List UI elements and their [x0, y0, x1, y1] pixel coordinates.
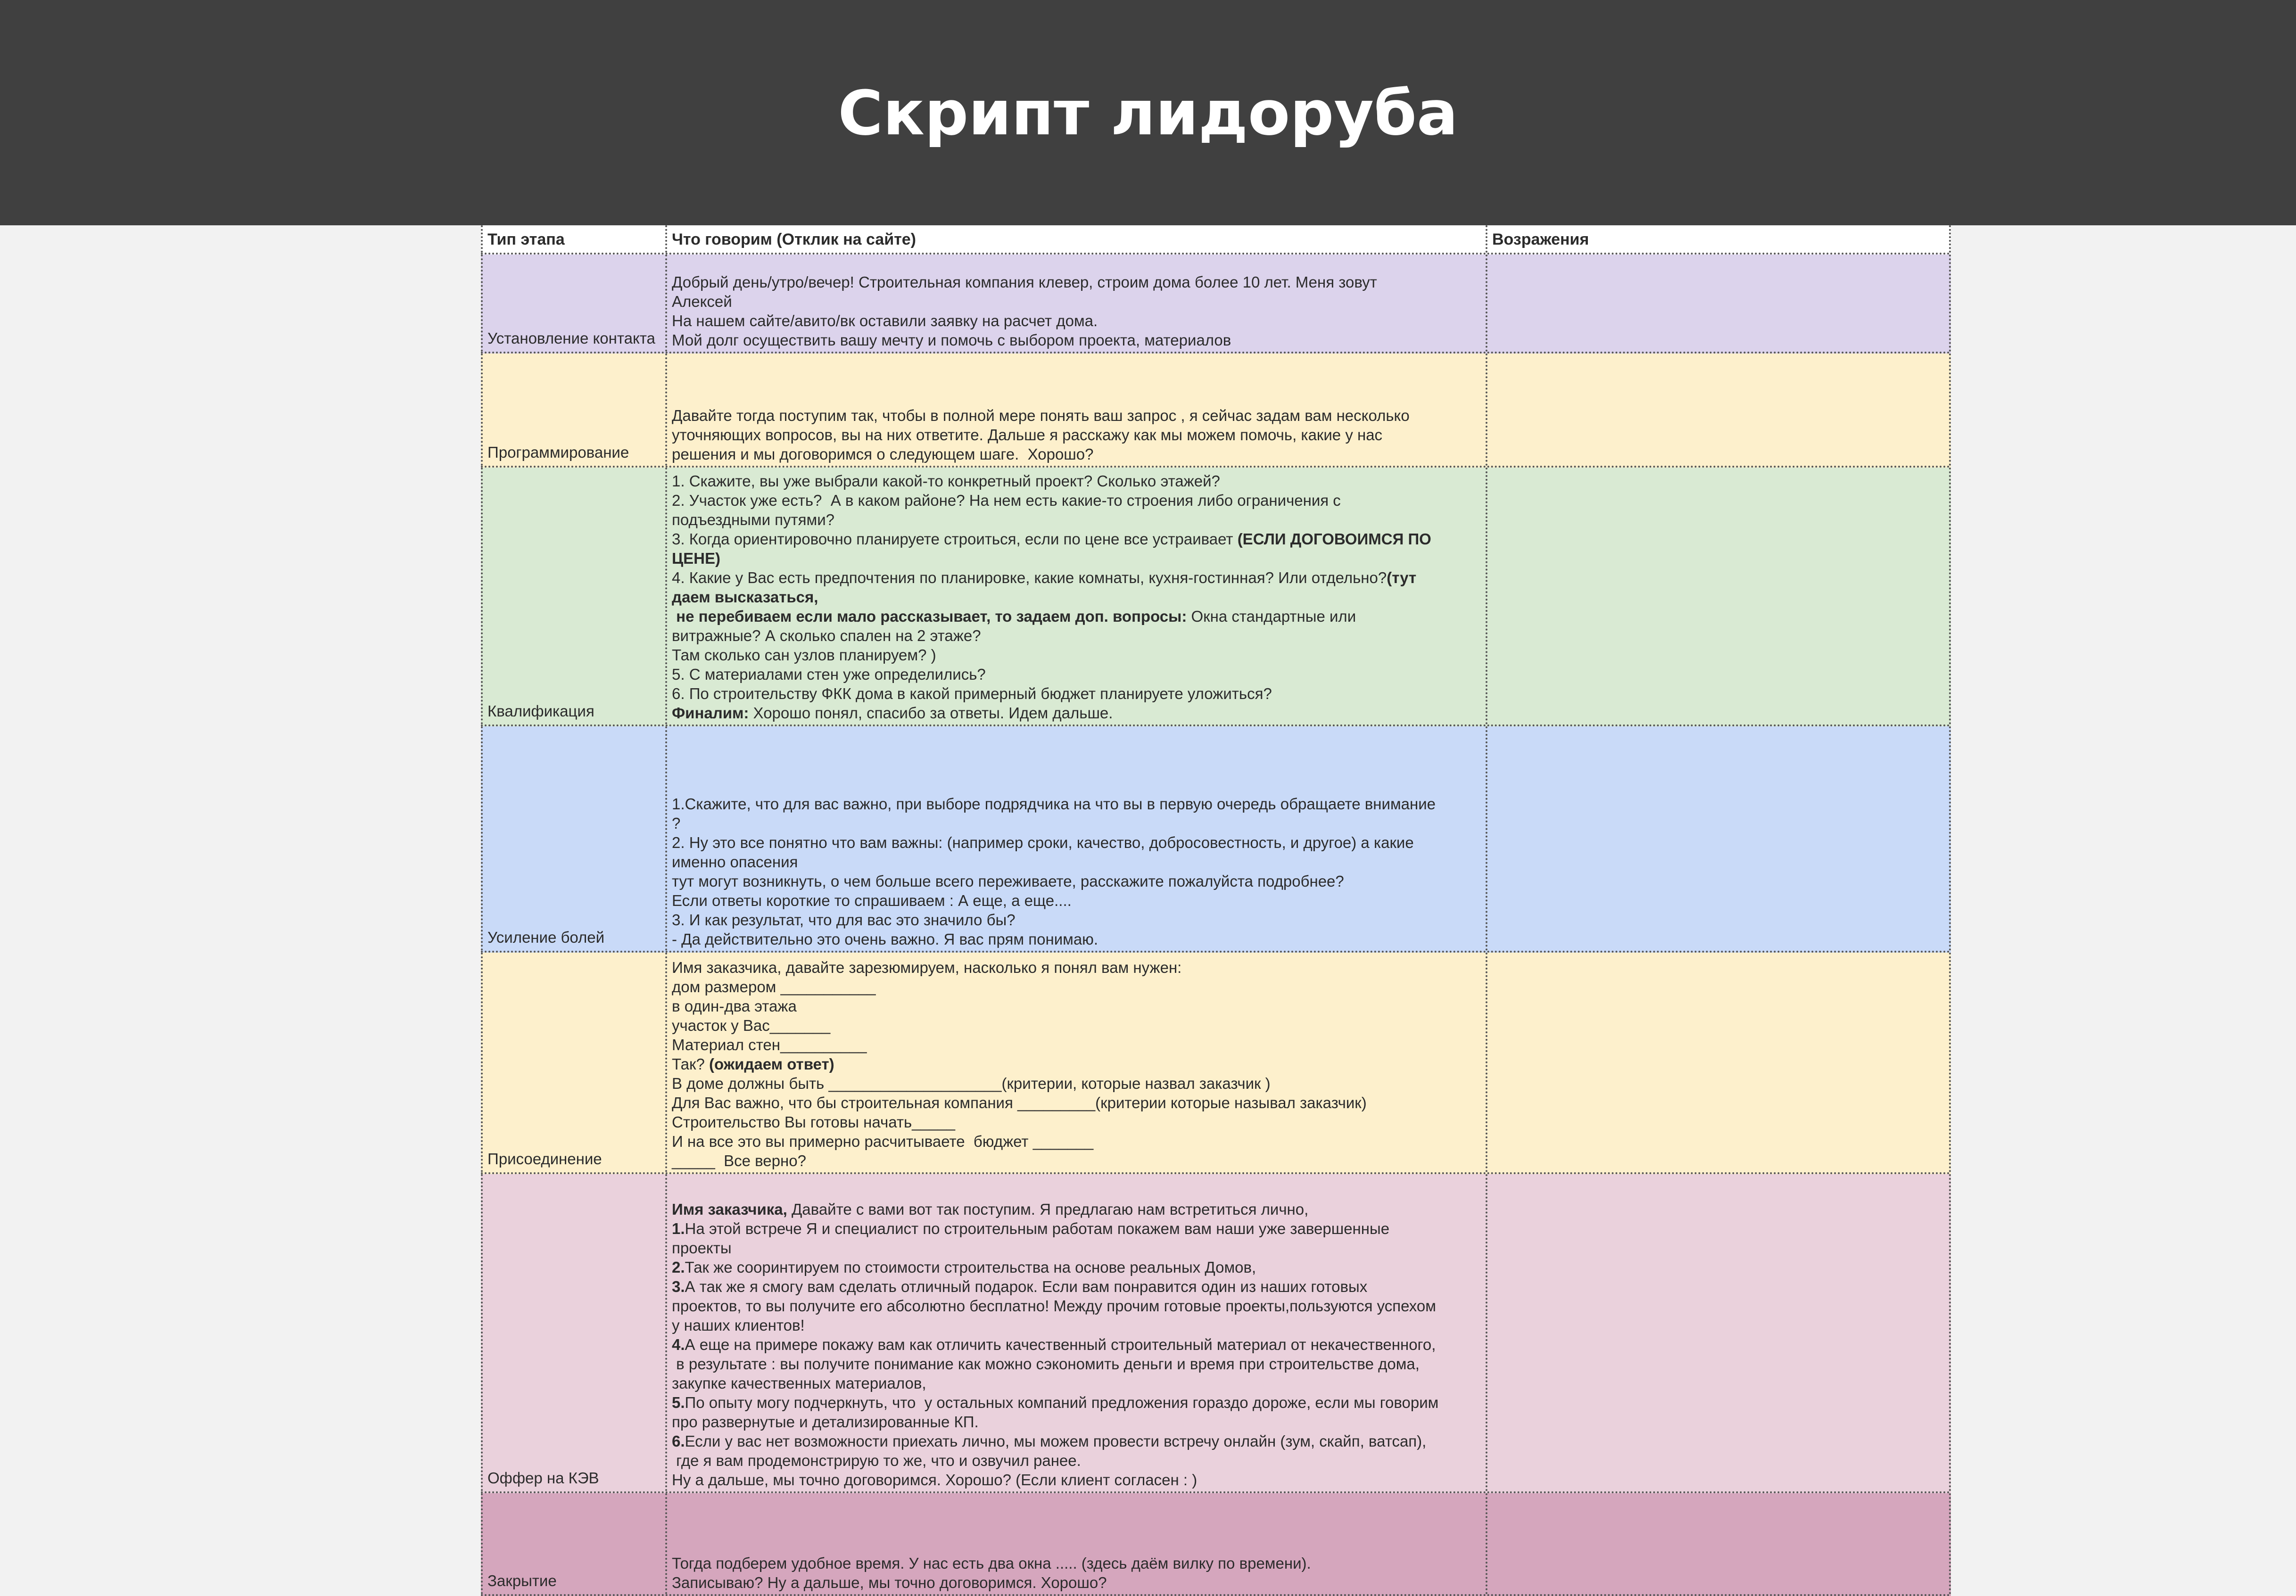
script-line — [672, 872, 1483, 891]
stage-objections — [1487, 953, 1951, 1172]
script-line — [672, 568, 1483, 587]
script-line — [672, 703, 1483, 723]
script-text: Хорошо понял, спасибо за ответы. Идем дальше. — [749, 704, 1113, 722]
stage-script — [667, 1493, 1487, 1594]
script-text: даем высказаться, — [672, 588, 818, 606]
script-text: Имя заказчика, — [672, 1201, 787, 1218]
script-text: Для Вас важно, что бы строительная компания _________(критерии которые называл заказчик) — [672, 1094, 1367, 1111]
script-text: 1. — [672, 1220, 685, 1237]
script-text: Так же сооринтируем по стоимости строительства на основе реальных Домов, — [685, 1259, 1256, 1276]
stage-name: Усиление болей — [481, 726, 667, 951]
script-text: проекты — [672, 1239, 732, 1257]
script-line — [672, 1277, 1483, 1296]
script-text: 4. Какие у Вас есть предпочтения по планировке, какие комнаты, кухня-гостинная? Или отдельно? — [672, 569, 1387, 586]
script-text: Так? — [672, 1055, 709, 1073]
script-line — [672, 292, 1483, 311]
script-line — [672, 1316, 1483, 1335]
script-line — [672, 1054, 1483, 1074]
script-text: 4. — [672, 1336, 685, 1353]
script-text: у наших клиентов! — [672, 1316, 805, 1334]
script-text: Записываю? Ну а дальше, мы точно договоримся. Хорошо? — [672, 1574, 1107, 1591]
script-text: На этой встрече Я и специалист по строительным работам покажем вам наши уже завершенные — [685, 1220, 1390, 1237]
script-text: (ожидаем ответ) — [709, 1055, 834, 1073]
stage-script — [667, 1174, 1487, 1491]
script-line — [672, 958, 1483, 977]
script-text: Окна стандартные или — [1187, 608, 1356, 625]
stage-name: Присоединение — [481, 953, 667, 1172]
script-line — [672, 491, 1483, 510]
script-text: 3. И как результат, что для вас это значило бы? — [672, 911, 1016, 929]
script-line — [672, 272, 1483, 292]
script-line — [672, 1374, 1483, 1393]
stage-name: Установление контакта — [481, 255, 667, 352]
script-text: 2. Участок уже есть? А в каком районе? На нем есть какие-то строения либо ограничения с — [672, 492, 1341, 509]
script-text: тут могут возникнуть, о чем больше всего переживаете, расскажите пожалуйста подробнее? — [672, 872, 1344, 890]
script-text: Материал стен__________ — [672, 1036, 867, 1053]
script-line — [672, 996, 1483, 1016]
script-line — [672, 425, 1483, 444]
stage-script — [667, 468, 1487, 724]
script-line — [672, 1238, 1483, 1258]
script-text: 2. Ну это все понятно что вам важны: (например сроки, качество, добросовестность, и другое) а какие — [672, 834, 1414, 851]
stage-name: Закрытие — [481, 1493, 667, 1594]
script-text: Если ответы короткие то спрашиваем : А еще, а еще.... — [672, 892, 1072, 909]
script-text: именно опасения — [672, 853, 798, 871]
stage-objections — [1487, 354, 1951, 466]
script-line — [672, 1470, 1483, 1489]
script-text: По опыту могу подчеркнуть, что у остальных компаний предложения гораздо дороже, если мы говорим — [685, 1394, 1439, 1411]
script-text: Давайте тогда поступим так, чтобы в полной мере понять ваш запрос , я сейчас задам вам несколько — [672, 407, 1410, 424]
script-line — [672, 684, 1483, 703]
stage-objections — [1487, 1493, 1951, 1594]
script-line — [672, 1451, 1483, 1470]
script-text: (ЕСЛИ ДОГОВОИМСЯ ПО — [1237, 530, 1431, 548]
stage-name: Квалификация — [481, 468, 667, 724]
script-text: - Да действительно это очень важно. Я вас прям понимаю. — [672, 930, 1098, 948]
stage-script — [667, 354, 1487, 466]
script-text: 1. Скажите, вы уже выбрали какой-то конкретный проект? Сколько этажей? — [672, 472, 1220, 490]
script-text: Имя заказчика, давайте зарезюмируем, насколько я понял вам нужен: — [672, 959, 1182, 976]
script-text: Ну а дальше, мы точно договоримся. Хорошо? (Если клиент согласен : ) — [672, 1471, 1198, 1489]
stage-script — [667, 726, 1487, 951]
script-line — [672, 607, 1483, 626]
script-line — [672, 1573, 1483, 1592]
script-text: ? — [672, 814, 681, 832]
script-text: На нашем сайте/авито/вк оставили заявку на расчет дома. — [672, 312, 1098, 329]
script-text: дом размером ___________ — [672, 978, 876, 995]
table-row — [481, 255, 1951, 354]
script-line — [672, 529, 1483, 549]
stage-script — [667, 255, 1487, 352]
script-text: подъездными путями? — [672, 511, 835, 528]
table-header-row — [481, 225, 1951, 255]
script-text: 5. С материалами стен уже определились? — [672, 666, 986, 683]
script-text: в один-два этажа — [672, 997, 797, 1015]
script-line — [672, 406, 1483, 425]
script-line — [672, 1431, 1483, 1451]
script-line — [672, 1296, 1483, 1316]
script-line — [672, 1074, 1483, 1093]
script-text: А еще на примере покажу вам как отличить качественный строительный материал от некачественного, — [685, 1336, 1436, 1353]
table-row — [481, 953, 1951, 1174]
script-line — [672, 587, 1483, 607]
script-text: 6. — [672, 1432, 685, 1450]
script-line — [672, 1335, 1483, 1354]
page-title: Скрипт лидоруба — [838, 77, 1458, 149]
script-line — [672, 645, 1483, 665]
script-line — [672, 1200, 1483, 1219]
script-line — [672, 833, 1483, 852]
script-text: 3. — [672, 1278, 685, 1295]
table-row — [481, 1174, 1951, 1493]
stage-name: Оффер на КЭВ — [481, 1174, 667, 1491]
script-line — [672, 852, 1483, 872]
script-text: 6. По строительству ФКК дома в какой примерный бюджет планируете уложиться? — [672, 685, 1272, 702]
script-text: Алексей — [672, 293, 732, 310]
script-line — [672, 977, 1483, 996]
script-line — [672, 1393, 1483, 1412]
script-text: проектов, то вы получите его абсолютно бесплатно! Между прочим готовые проекты,пользуются успехом — [672, 1297, 1436, 1315]
stage-name: Программирование — [481, 354, 667, 466]
script-line — [672, 1219, 1483, 1238]
script-text: закупке качественных материалов, — [672, 1374, 926, 1392]
script-line — [672, 330, 1483, 350]
script-text: Тогда подберем удобное время. У нас есть два окна ..... (здесь даём вилку по времени). — [672, 1555, 1311, 1572]
script-line — [672, 930, 1483, 949]
script-text: _____ Все верно? — [672, 1152, 806, 1169]
script-text: про развернутые и детализированные КП. — [672, 1413, 979, 1431]
script-table — [481, 225, 1951, 1596]
script-line — [672, 626, 1483, 645]
script-line — [672, 910, 1483, 930]
script-text: где я вам продемонстрирую то же, что и озвучил ранее. — [672, 1452, 1081, 1469]
script-line — [672, 1412, 1483, 1431]
script-line — [672, 814, 1483, 833]
header-bar — [0, 0, 2296, 225]
stage-objections — [1487, 1174, 1951, 1491]
script-text: витражные? А сколько спален на 2 этаже? — [672, 627, 981, 644]
script-line — [672, 510, 1483, 529]
script-line — [672, 1093, 1483, 1112]
script-text: Давайте с вами вот так поступим. Я предлагаю нам встретиться лично, — [787, 1201, 1309, 1218]
header-what-we-say: Что говорим (Отклик на сайте) — [667, 225, 1487, 253]
script-line — [672, 1258, 1483, 1277]
script-text: (тут — [1387, 569, 1417, 586]
script-text: Если у вас нет возможности приехать лично, мы можем провести встречу онлайн (зум, скайп, ватсап), — [685, 1432, 1427, 1450]
script-text: А так же я смогу вам сделать отличный подарок. Если вам понравится один из наших готовых — [685, 1278, 1368, 1295]
script-text: ЦЕНЕ) — [672, 550, 720, 567]
script-text: 1.Скажите, что для вас важно, при выборе подрядчика на что вы в первую очередь обращаете внимание — [672, 795, 1436, 813]
script-line — [672, 444, 1483, 464]
header-objections: Возражения — [1487, 225, 1951, 253]
script-text: не перебиваем если мало рассказывает, то задаем доп. вопросы: — [672, 608, 1187, 625]
stage-objections — [1487, 255, 1951, 352]
script-line — [672, 311, 1483, 330]
table-row — [481, 468, 1951, 726]
script-line — [672, 1554, 1483, 1573]
script-line — [672, 1112, 1483, 1132]
script-text: решения и мы договоримся о следующем шаге. Хорошо? — [672, 445, 1094, 463]
script-text: уточняющих вопросов, вы на них ответите. Дальше я расскажу как мы можем помочь, какие у нас — [672, 426, 1383, 444]
script-line — [672, 891, 1483, 910]
script-text: Финалим: — [672, 704, 749, 722]
script-line — [672, 1016, 1483, 1035]
script-line — [672, 1132, 1483, 1151]
script-line — [672, 1035, 1483, 1054]
script-text: Строительство Вы готовы начать_____ — [672, 1113, 955, 1131]
script-text: участок у Вас_______ — [672, 1017, 831, 1034]
script-text: в результате : вы получите понимание как можно сэкономить деньги и время при строительстве дома, — [672, 1355, 1420, 1373]
script-line — [672, 549, 1483, 568]
script-text: 5. — [672, 1394, 685, 1411]
script-text: И на все это вы примерно расчитываете бюджет _______ — [672, 1133, 1094, 1150]
stage-script — [667, 953, 1487, 1172]
script-text: 2. — [672, 1259, 685, 1276]
script-line — [672, 1354, 1483, 1374]
script-line — [672, 794, 1483, 814]
script-line — [672, 665, 1483, 684]
stage-objections — [1487, 468, 1951, 724]
script-line — [672, 471, 1483, 491]
script-line — [672, 1151, 1483, 1170]
table-row — [481, 726, 1951, 953]
script-text: Добрый день/утро/вечер! Строительная компания клевер, строим дома более 10 лет. Меня зовут — [672, 273, 1377, 291]
table-row — [481, 354, 1951, 468]
script-text: Там сколько сан узлов планируем? ) — [672, 646, 936, 664]
script-text: В доме должны быть ____________________(критерии, которые назвал заказчик ) — [672, 1075, 1271, 1092]
table-row — [481, 1493, 1951, 1596]
header-stage-type: Тип этапа — [481, 225, 667, 253]
script-text: Мой долг осуществить вашу мечту и помочь с выбором проекта, материалов — [672, 331, 1231, 349]
script-text: 3. Когда ориентировочно планируете строиться, если по цене все устраивает — [672, 530, 1238, 548]
stage-objections — [1487, 726, 1951, 951]
